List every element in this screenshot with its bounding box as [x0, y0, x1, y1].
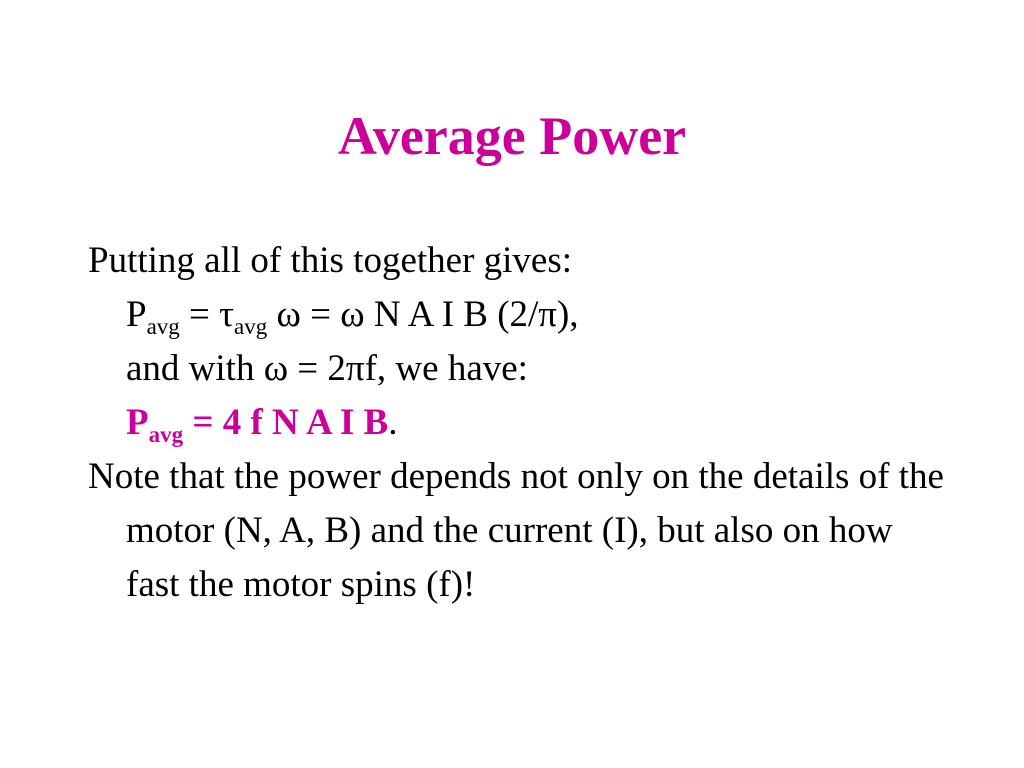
- power-torque-equation: [88, 288, 948, 342]
- power-subscript: avg: [146, 314, 180, 339]
- omega-substitution-line: and with ω = 2πf, we have:: [126, 348, 528, 389]
- result-power-subscript: avg: [148, 422, 184, 447]
- power-symbol: P: [126, 294, 147, 335]
- result-power-symbol: P: [126, 402, 149, 443]
- result-equation: [88, 396, 948, 450]
- slide-body: [88, 234, 948, 612]
- result-period: .: [388, 402, 398, 443]
- equation-rest: ω = ω N A I B (2/π),: [267, 294, 579, 335]
- tau-subscript: avg: [234, 314, 268, 339]
- intro-line: Putting all of this together gives:: [88, 240, 573, 281]
- note-paragraph: Note that the power depends not only on the details of the motor (N, A, B) and the current (I), but also on how fast the motor spins (f)!: [88, 456, 944, 605]
- equals-tau: = τ: [179, 294, 235, 335]
- result-formula: = 4 f N A I B: [183, 402, 389, 443]
- slide-title: Average Power: [337, 106, 687, 166]
